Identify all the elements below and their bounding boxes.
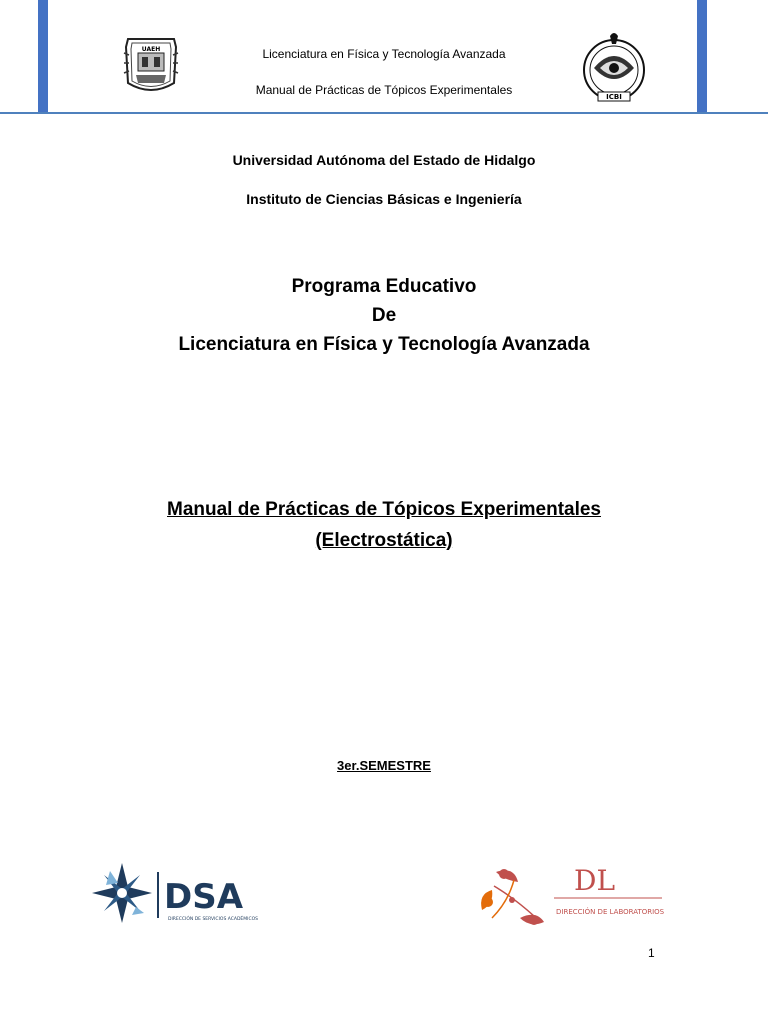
header-right-accent-bar: [697, 0, 707, 112]
dsa-logo: [88, 858, 273, 928]
manual-title-line1: Manual de Prácticas de Tópicos Experimentales: [167, 499, 601, 520]
program-title-line1: Programa Educativo: [291, 276, 477, 297]
program-title-line2: De: [371, 305, 397, 326]
svg-text:DIRECCIÓN DE LABORATORIOS: DIRECCIÓN DE LABORATORIOS: [556, 908, 664, 916]
svg-text:DSA: DSA: [164, 877, 244, 917]
semester-label: 3er.SEMESTRE: [337, 758, 431, 773]
page-number: 1: [648, 946, 655, 960]
dsa-star-icon: [92, 863, 152, 923]
header-left-accent-bar: [38, 0, 48, 112]
svg-text:ICBI: ICBI: [606, 93, 622, 101]
manual-title-line2: (Electrostática): [315, 530, 453, 551]
svg-text:UAEH: UAEH: [141, 46, 161, 53]
svg-text:DL: DL: [574, 864, 616, 897]
svg-text:DIRECCIÓN DE SERVICIOS ACADÉMI: DIRECCIÓN DE SERVICIOS ACADÉMICOS: [168, 917, 259, 922]
dl-atom-icon: [481, 869, 544, 925]
program-title-line3: Licenciatura en Física y Tecnología Avanzada: [178, 334, 590, 355]
header-subtitle-line: Manual de Prácticas de Tópicos Experimentales: [255, 83, 513, 97]
header-title-line: Licenciatura en Física y Tecnología Avanzada: [262, 47, 506, 61]
header-divider: [0, 112, 768, 114]
icbi-seal-logo: [580, 32, 648, 104]
institute-name: Instituto de Ciencias Básicas e Ingeniería: [246, 191, 522, 207]
dl-logo: [474, 858, 664, 938]
university-name: Universidad Autónoma del Estado de Hidalgo: [232, 152, 536, 168]
